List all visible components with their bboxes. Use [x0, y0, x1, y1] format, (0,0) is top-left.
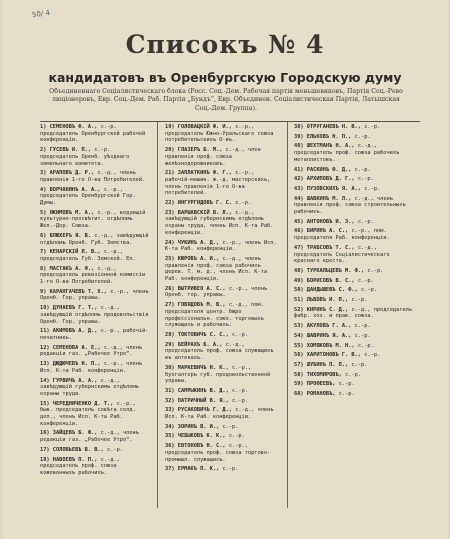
candidate-name: ДЮДЮЧЕВЪ Н. П.,	[52, 361, 101, 368]
candidate-name: ГУРВИЧЪ А. А.,	[52, 377, 98, 384]
candidate-entry	[165, 286, 281, 299]
candidate-name: ВЫТРИВЕО А. С.,	[177, 285, 226, 292]
candidate-name: САМРЫКИНЪ В. Д.,	[177, 387, 229, 394]
candidate-entry	[40, 401, 150, 428]
column-divider	[157, 122, 158, 508]
candidate-name: ГОЛОВАЦКІЙ Ф. И.,	[177, 124, 232, 130]
candidate-entry	[294, 362, 416, 369]
candidate-entry	[294, 196, 416, 216]
candidate-number: 10)	[40, 305, 50, 312]
candidate-entry	[165, 240, 281, 253]
candidate-name: ЗАПЛАТКИНЪ Ф. Г.,	[177, 170, 232, 177]
poster-title: Списокъ № 4	[125, 30, 325, 59]
candidate-name: МАРКЕВИЧЪ Н. К.,	[177, 364, 229, 371]
column-divider	[287, 122, 288, 508]
candidate-entry	[40, 345, 150, 358]
candidate-name: ТУРКАЛЬЦЕВЪ М. Ф.,	[306, 267, 365, 274]
candidate-name: ШЕХТМАНЪ Н. А.,	[306, 143, 355, 150]
candidate-entry	[294, 268, 416, 275]
candidate-name: РУСАКОВИЧЪ Г. Д.,	[177, 407, 232, 414]
candidate-name: НАВОЕВЪ П. П.,	[52, 456, 98, 463]
candidate-entry	[165, 407, 281, 420]
candidate-name: АРАПОВЪ Д. Р.,	[49, 170, 95, 177]
candidate-number: 3)	[40, 170, 47, 177]
candidate-entry	[40, 447, 150, 454]
candidate-description: с.-р. председатель Оренб. уѣзднаго земельнаго комитета.	[40, 147, 130, 167]
candidate-entry	[294, 381, 416, 388]
candidate-name: ШАВРИНЪ Я. А.,	[306, 332, 352, 339]
candidate-description: с.-р.	[357, 176, 374, 183]
candidate-number: 4)	[40, 186, 47, 193]
candidate-number: 17)	[40, 446, 50, 453]
candidate-description: с.-р., председатель Губ. Земской. Еп.	[40, 249, 136, 262]
candidate-entry	[165, 170, 281, 197]
candidate-number: 26)	[165, 285, 175, 292]
candidate-number: 38)	[294, 124, 304, 130]
candidate-entry	[40, 305, 150, 325]
candidate-entry	[294, 228, 416, 241]
candidate-number: 44)	[294, 195, 304, 202]
candidate-description: с.-р.	[354, 332, 371, 339]
candidate-number: 27)	[165, 302, 175, 309]
candidate-name: ЕРМАКЪ П. К.,	[177, 466, 220, 473]
candidate-name: КАРАНГАЧЕВЪ Т. Х.,	[49, 288, 107, 295]
candidate-entry	[294, 134, 416, 141]
candidate-description: с.-р., членъ Оренб. гор. управы.	[165, 285, 268, 299]
candidate-number: 43)	[294, 185, 304, 192]
candidate-number: 55)	[294, 342, 304, 349]
candidate-description: с.-р.	[357, 342, 374, 349]
candidate-name: ЗАЙЦЕВЪ Б. Ф.,	[52, 430, 98, 437]
candidate-entry	[294, 297, 416, 304]
candidate-name: БЕЙРАХЪ Б. А.,	[177, 341, 223, 348]
candidate-description: с.-р.	[228, 433, 245, 440]
candidate-description: с.-р.	[357, 277, 374, 284]
candidate-entry	[294, 167, 416, 174]
candidate-number: 59)	[294, 381, 304, 388]
candidate-number: 5)	[40, 209, 47, 216]
candidate-description: с.-р., членъ Исп. К-та Раб. конференціи.	[165, 239, 277, 253]
candidate-number: 39)	[294, 133, 304, 140]
candidate-description: с.-р.	[357, 218, 374, 225]
candidate-description: с.-р.	[338, 391, 355, 398]
candidate-number: 21)	[165, 170, 175, 177]
candidate-description: с.-д., членъ правленія проф. союза строительныхъ рабочихъ.	[294, 195, 406, 216]
candidate-number: 11)	[40, 328, 50, 335]
candidate-entry	[294, 323, 416, 330]
candidate-number: 20)	[165, 147, 175, 154]
candidate-number: 48)	[294, 267, 304, 274]
candidate-description: с.-д., завѣдующій отдѣломъ продовольствія Оренб. Гор. управы.	[40, 305, 149, 325]
candidate-number: 9)	[40, 288, 47, 295]
candidate-number: 34)	[165, 423, 175, 430]
candidate-name: ШУБИНЪ П. П.,	[306, 361, 349, 368]
candidate-description: с.-р.	[354, 166, 371, 173]
candidate-description: с.-д., членъ правленія проф. союза рабочихъ дерев. Т. м. д., членъ Исп. К-та Раб. конференціи.	[165, 255, 268, 283]
candidate-description: с.-р., рабочій-машин. ж.-д. мастерскихъ, членъ правленія 1-го О-ва потребителей.	[165, 170, 271, 197]
candidate-entry	[165, 424, 281, 431]
candidate-number: 31)	[165, 387, 175, 394]
candidate-entry	[294, 343, 416, 350]
candidate-name: МАСТАКЪ А. Ф.,	[49, 265, 95, 272]
candidate-description: с.-р.	[232, 331, 248, 338]
candidate-name: КЮРОВЪ А. И.,	[177, 255, 220, 262]
candidate-entry	[294, 186, 416, 193]
candidate-number: 37)	[165, 466, 175, 473]
candidate-number: 8)	[40, 265, 47, 272]
candidate-description: с.-р.	[364, 352, 381, 359]
candidate-number: 22)	[165, 200, 175, 207]
candidate-number: 19)	[165, 124, 175, 130]
poster-subtitle: кандидатовъ въ Оренбургскую Городскую думу	[48, 70, 402, 85]
candidate-description: с.-р., ведующій культурно-просвѣтит. отдѣломъ Жел.-Дор. Союза.	[40, 209, 146, 230]
candidate-name: РАСКИНЪ Ф. Д.,	[306, 166, 352, 173]
candidate-description: с.-р.	[232, 387, 248, 394]
candidate-number: 56)	[294, 352, 304, 359]
candidate-entry	[165, 147, 281, 167]
election-poster	[2, 0, 448, 539]
candidate-name: ОТРУГАНЕВЪ Н. В.,	[306, 124, 361, 130]
candidate-number: 32)	[165, 397, 175, 404]
candidate-name: БЛЮХЕРЪ Я. В.	[49, 232, 92, 239]
candidate-name: АКУЛОВЪ Г. А.,	[306, 323, 352, 330]
candidate-entry	[165, 388, 281, 395]
candidate-entry	[165, 332, 281, 339]
candidate-name: ПАТРИЧНЫЙ В. Я.,	[177, 397, 229, 404]
candidate-name: ЕЛЬКОВЪ Н. П.,	[306, 133, 352, 140]
candidate-number: 33)	[165, 407, 175, 414]
candidate-name: ХОМЯКОВЪ М. Н.,	[306, 342, 355, 349]
candidate-name: ГЛАЗЕРЪ Б. М.,	[177, 147, 223, 154]
candidate-description: с.-р., пом. председателя Раб. конференціи.	[294, 228, 390, 242]
candidate-description: с.-р.	[235, 200, 252, 207]
candidate-column-3	[294, 124, 416, 401]
candidate-column-2	[165, 124, 281, 476]
candidate-description: с.-р., председатель Южно-Уральскаго союза потребительскихъ О-въ.	[165, 124, 274, 144]
candidate-entry	[40, 147, 150, 167]
candidate-entry	[40, 187, 150, 207]
candidate-number: 41)	[294, 166, 304, 173]
candidate-number: 18)	[40, 456, 50, 463]
candidate-number: 24)	[165, 239, 175, 246]
candidate-name: ИНГУРГИДОВЪ Г. С.	[177, 200, 232, 207]
candidate-entry	[294, 372, 416, 379]
candidate-description: с.-р., членъ Оренб. Гор. управы.	[40, 288, 149, 302]
candidate-name: ПРОФЕЕВЪ,	[306, 381, 336, 388]
candidate-name: КИРИНЪ С. Д.,	[306, 306, 349, 313]
candidate-number: 42)	[294, 176, 304, 183]
candidate-number: 51)	[294, 297, 304, 304]
candidate-entry	[165, 443, 281, 463]
candidate-number: 15)	[40, 400, 50, 407]
candidate-number: 23)	[165, 209, 175, 216]
candidate-description: с.-р.	[107, 446, 123, 453]
candidate-entry	[165, 200, 281, 207]
candidate-number: 7)	[40, 249, 47, 256]
candidate-description: с.-д., член правленія проф. союза желѣзнодорожниковъ.	[165, 147, 261, 167]
candidate-number: 35)	[165, 433, 175, 440]
candidate-name: ЕВТОНОВЪ Н. С.,	[177, 443, 226, 450]
candidate-name: ГУСЕВЪ И. П.,	[49, 147, 92, 154]
candidate-name: АРХИПОВЪ Д. Г.,	[306, 176, 355, 183]
candidate-description: с.-д., завѣдующій губернскимъ отдѣломъ охраны труда.	[40, 377, 139, 397]
candidate-description: с.-д., завѣдующій отдѣломъ Оренб. Губ. Земства.	[40, 232, 149, 246]
candidate-name: ЯКИМОВЪ М. А.,	[49, 209, 95, 216]
candidate-number: 1)	[40, 124, 47, 130]
candidate-entry	[40, 378, 150, 398]
candidate-name: ШАВКИНЪ М. Л.,	[306, 195, 352, 202]
candidate-entry	[40, 289, 150, 302]
candidate-entry	[165, 256, 281, 283]
candidate-description: с.-д., председатель фабр. хоз. и прав. союза.	[294, 306, 413, 320]
candidate-entry	[294, 391, 416, 398]
candidate-number: 25)	[165, 255, 175, 262]
candidate-number: 50)	[294, 287, 304, 294]
candidate-entry	[294, 352, 416, 359]
candidate-description: с.-р.	[351, 297, 368, 304]
candidate-description: с.-д., членъ редакціи газ. „Рабочее Утро“.	[40, 344, 143, 358]
candidate-name: АНТОНОВЪ И. З.,	[306, 218, 355, 225]
candidate-name: КЕНАРСКІЙ Л. В.,	[49, 249, 101, 256]
candidate-description: с.-д., членъ правленія 1-го О-ва Потребителей.	[40, 170, 146, 183]
candidate-entry	[294, 124, 416, 131]
candidate-name: ДАНДЫШЕВЪ С. Ф.,	[306, 287, 358, 294]
candidate-number: 53)	[294, 323, 304, 330]
candidate-description: с.-р.	[354, 133, 371, 140]
candidate-entry	[294, 287, 416, 294]
candidate-description: с.-д., председатель проф. союза служащихъ въ аптекахъ.	[165, 341, 274, 362]
candidate-description: с.-р., председатель Оренбургской Гор. Думы.	[40, 186, 136, 207]
candidate-description: с.-р.	[361, 287, 377, 294]
candidate-name: ПУЗОВСКИХЪ Я. А.,	[306, 185, 361, 192]
candidate-entry	[40, 266, 150, 286]
candidate-column-1	[40, 124, 150, 480]
candidate-description: с.-д., членъ Исп. К-та Раб. конференціи.	[165, 407, 274, 421]
candidate-description: с.-р.	[367, 267, 384, 274]
candidate-entry	[294, 307, 416, 320]
candidate-name: ТОКТОВИЧЪ С. С.,	[177, 331, 229, 338]
candidate-description: с.-д., председатель Соціалистическаго краснаго креста.	[294, 244, 390, 265]
candidate-entry	[165, 365, 281, 385]
candidate-entry	[294, 143, 416, 163]
candidate-description: с.-р., быв. председатель совѣта солд. деп., членъ Исп. К-та Раб. конференціи.	[40, 400, 136, 427]
candidate-description: с.-р., рабочій-печатникъ.	[40, 328, 149, 341]
candidate-description: с.-д., председатель ревизіонной комиссіи 1-го О-ва Потребителей.	[40, 265, 146, 286]
candidate-description: с.-д., председатель проф. союза рабочихъ металлистовъ.	[294, 143, 400, 163]
candidate-name: ТИХОМИРОВЪ,	[306, 371, 342, 378]
candidate-name: ВОРЧАНИНЪ А. А.,	[49, 186, 101, 193]
candidate-description: с.-д., пом. председателя центр. бюро профессіональн. союз. торговыхъ служащихъ и рабочихъ.	[165, 302, 264, 329]
candidate-number: 30)	[165, 364, 175, 371]
candidate-name: СОЛОВЬЕВЪ В. В.,	[52, 446, 104, 453]
candidate-entry	[165, 342, 281, 362]
candidate-number: 12)	[40, 344, 50, 351]
candidate-entry	[40, 233, 150, 246]
candidate-entry	[294, 219, 416, 226]
candidate-entry	[40, 328, 150, 341]
candidate-number: 36)	[165, 443, 175, 450]
candidate-number: 47)	[294, 244, 304, 251]
candidate-name: БИРИНЪ А. С.,	[306, 228, 349, 235]
candidate-name: ЧУКИНЪ А. Д.,	[177, 239, 220, 246]
candidate-entry	[165, 124, 281, 144]
candidate-entry	[40, 170, 150, 183]
candidate-name: СЕМЕНОВЪ Ф. А.,	[49, 124, 98, 130]
candidate-description: с.-р., бухгалтеръ губ. продовольственной управы.	[165, 364, 271, 385]
handwritten-note: 50/ 4	[31, 8, 51, 20]
candidate-description: с.-д., председатель проф. союза кожевенныхъ рабочихъ.	[40, 456, 120, 476]
candidate-description: с.-д., завѣдующій губернскимъ отдѣломъ охраны труда, членъ Исп. К-та Раб. конференціи.	[165, 209, 274, 236]
candidate-number: 46)	[294, 228, 304, 235]
candidate-name: БОРИСОВЪ В. С.,	[306, 277, 355, 284]
candidate-number: 54)	[294, 332, 304, 339]
candidate-name: РОМАНОВЪ,	[306, 391, 336, 398]
candidate-number: 58)	[294, 371, 304, 378]
candidate-description: с.-р. председатель Оренбургской рабочей конференціи.	[40, 124, 146, 144]
candidate-entry	[40, 457, 150, 477]
candidate-number: 16)	[40, 430, 50, 437]
candidate-entry	[40, 430, 150, 443]
candidate-number: 60)	[294, 391, 304, 398]
candidate-number: 14)	[40, 377, 50, 384]
candidate-name: ЧЕБЫКОВЪ К. К.,	[177, 433, 226, 440]
candidate-entry	[165, 210, 281, 237]
candidate-description: с.-р.	[222, 466, 239, 473]
candidate-description: с.-р.	[364, 124, 381, 130]
candidate-name: ВАРШАВСКІЙ В. Л.,	[177, 209, 232, 216]
party-blocs: Объединеннаго Соціалистическаго блока (Росс. Соц.-Дем. Рабочая партія меньшевиковъ, Партія Соц.-Рево люціонеровъ, Евр. Соц.-Дем. Раб. Партія „Бундъ“, Евр. Объединен. Соціалистическая Партія, Латышская Соц.-Дем. Группа).	[49, 88, 403, 112]
candidate-description: с.-р.	[345, 371, 362, 378]
candidate-name: ТРАВСОВЪ Т. С.,	[306, 244, 355, 251]
candidate-description: с.-р.	[232, 397, 248, 404]
candidate-number: 13)	[40, 361, 50, 368]
candidate-number: 40)	[294, 143, 304, 150]
candidate-number: 6)	[40, 232, 47, 239]
candidate-name: ЧЕРЕДНИЧЕНКО Д. Т.,	[52, 400, 114, 407]
candidate-name: ЗОРИНЪ В. И.,	[177, 423, 220, 430]
candidate-entry	[294, 245, 416, 265]
candidate-name: АКИМОВЪ А. Д.,	[52, 328, 98, 335]
candidate-description: с.-р.	[354, 323, 371, 330]
candidate-description: с.-р., членъ Исп. К-та Раб. конференціи.	[40, 361, 143, 374]
candidate-entry	[165, 398, 281, 405]
candidate-entry	[294, 278, 416, 285]
candidate-entry	[165, 302, 281, 329]
candidate-name: ЛЬВОВЪ И. П.,	[306, 297, 349, 304]
candidate-entry	[40, 124, 150, 144]
candidate-entry	[294, 333, 416, 340]
candidate-number: 52)	[294, 306, 304, 313]
candidate-description: с.-р.	[364, 185, 381, 192]
candidate-entry	[165, 433, 281, 440]
candidate-description: с.-р.	[222, 423, 239, 430]
candidate-name: ГОВЯДОВЪ М. В.,	[177, 302, 226, 309]
candidate-entry	[40, 361, 150, 374]
candidate-number: 29)	[165, 341, 175, 348]
candidate-number: 45)	[294, 218, 304, 225]
candidate-number: 57)	[294, 361, 304, 368]
candidate-number: 49)	[294, 277, 304, 284]
candidate-entry	[294, 176, 416, 183]
candidate-description: с.-р., председатель проф. союза торгово-промышл. служащихъ.	[165, 443, 271, 463]
candidate-entry	[165, 466, 281, 473]
candidate-name: ХАРИТОНОВЪ Г. В.,	[306, 352, 361, 359]
candidate-name: СЕМЕНОВА А. Е.,	[52, 344, 101, 351]
candidate-number: 28)	[165, 331, 175, 338]
candidate-description: с.-р.	[351, 361, 368, 368]
header-rule	[40, 121, 420, 122]
candidate-entry	[40, 249, 150, 262]
candidate-description: с.-р.	[338, 381, 355, 388]
candidate-entry	[40, 210, 150, 230]
candidate-name: ДУНАЕВЪ Г. Т.,	[52, 305, 98, 312]
candidate-number: 2)	[40, 147, 47, 154]
candidate-description: с.-д., членъ редакціи газ. „Рабочее Утро“.	[40, 430, 139, 444]
